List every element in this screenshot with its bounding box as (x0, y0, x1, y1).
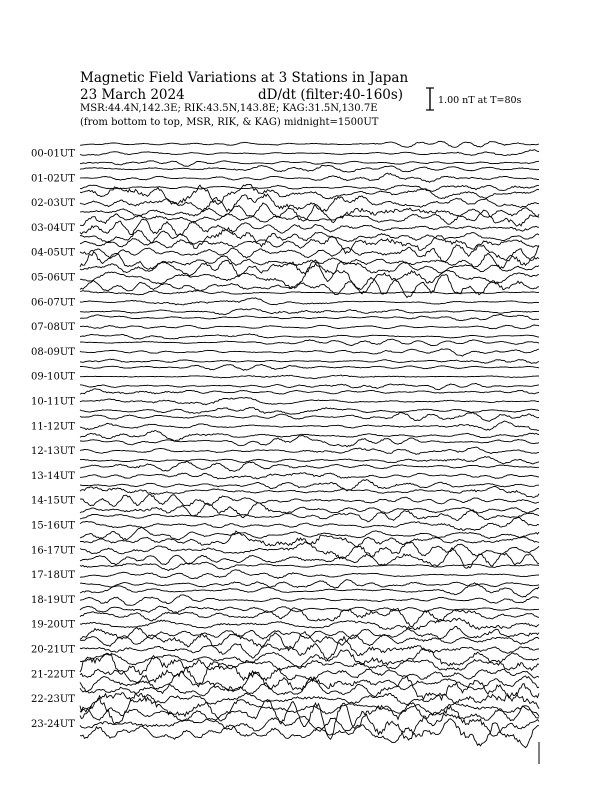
scale-label: 1.00 nT at T=80s (438, 95, 522, 106)
trace-line (80, 595, 539, 606)
hour-label: 13-14UT (31, 470, 75, 482)
trace-line (80, 412, 539, 421)
hour-label: 06-07UT (31, 297, 75, 309)
trace-line (80, 421, 539, 430)
trace-line (80, 653, 539, 674)
trace-line (80, 375, 539, 379)
hour-label: 19-20UT (31, 619, 75, 631)
filter-label: dD/dt (filter:40-160s) (258, 87, 404, 103)
trace-line (80, 494, 539, 506)
station-order-note: (from bottom to top, MSR, RIK, & KAG) midnight=1500UT (80, 117, 379, 128)
hour-label: 09-10UT (31, 371, 75, 383)
date-label: 23 March 2024 (80, 87, 185, 103)
trace-line (80, 606, 539, 613)
hour-label: 04-05UT (31, 247, 75, 259)
trace-line (80, 583, 539, 597)
trace-line (80, 314, 539, 320)
hour-label: 07-08UT (31, 322, 75, 334)
trace-line (80, 325, 539, 329)
hour-label: 11-12UT (31, 421, 75, 433)
hour-label: 05-06UT (31, 272, 75, 284)
hour-label: 15-16UT (31, 520, 75, 532)
trace-line (80, 562, 539, 571)
trace-line (80, 228, 539, 249)
trace-line (80, 364, 539, 370)
trace-line (80, 264, 539, 294)
trace-line (80, 487, 539, 498)
hour-label: 22-23UT (31, 694, 75, 706)
trace-line (80, 461, 539, 471)
hour-label: 18-19UT (31, 594, 75, 606)
hour-label: 20-21UT (31, 644, 75, 656)
station-coordinates: MSR:44.4N,142.3E; RIK:43.5N,143.8E; KAG:31.5N,130.7E (80, 103, 378, 114)
trace-line (80, 517, 539, 530)
trace-line (80, 447, 539, 454)
trace-line (80, 431, 539, 442)
trace-line (80, 662, 539, 684)
trace-line (80, 457, 539, 465)
hour-labels (31, 149, 75, 730)
hour-label: 01-02UT (31, 173, 75, 185)
trace-line (80, 309, 539, 315)
hour-label: 12-13UT (31, 446, 75, 458)
hour-label: 10-11UT (31, 396, 75, 408)
hour-label: 03-04UT (31, 222, 75, 234)
hour-label: 21-22UT (31, 669, 75, 681)
trace-line (80, 194, 539, 212)
trace-line (80, 570, 539, 579)
trace-line (80, 672, 539, 694)
trace-line (80, 150, 539, 156)
hour-label: 00-01UT (31, 148, 75, 160)
trace-line (80, 383, 539, 389)
trace-lines (80, 141, 539, 764)
trace-line (80, 245, 539, 262)
hour-label: 16-17UT (31, 545, 75, 557)
hour-label: 02-03UT (31, 198, 75, 210)
trace-line (80, 436, 539, 447)
trace-line (80, 173, 539, 182)
trace-line (80, 298, 539, 305)
trace-line (80, 389, 539, 395)
trace-line (80, 580, 539, 589)
trace-line (80, 473, 539, 479)
hour-label: 17-18UT (31, 570, 75, 582)
trace-line (80, 480, 539, 491)
trace-line (80, 700, 539, 740)
hour-label: 08-09UT (31, 346, 75, 358)
trace-line (80, 359, 539, 363)
trace-line (80, 693, 539, 712)
trace-line (80, 141, 539, 147)
trace-line (80, 161, 539, 167)
trace-line (80, 291, 539, 295)
trace-line (80, 334, 539, 339)
trace-line (80, 637, 539, 660)
trace-line (80, 510, 539, 522)
trace-line (80, 165, 539, 172)
scale-bar (426, 88, 434, 110)
trace-line (80, 397, 539, 404)
trace-line (80, 339, 539, 346)
trace-line (80, 349, 539, 356)
hour-label: 14-15UT (31, 495, 75, 507)
hour-label: 23-24UT (31, 718, 75, 730)
title-text: Magnetic Field Variations at 3 Stations in Japan (80, 70, 409, 86)
trace-line (80, 626, 539, 639)
trace-line (80, 531, 539, 547)
trace-line (80, 185, 539, 191)
